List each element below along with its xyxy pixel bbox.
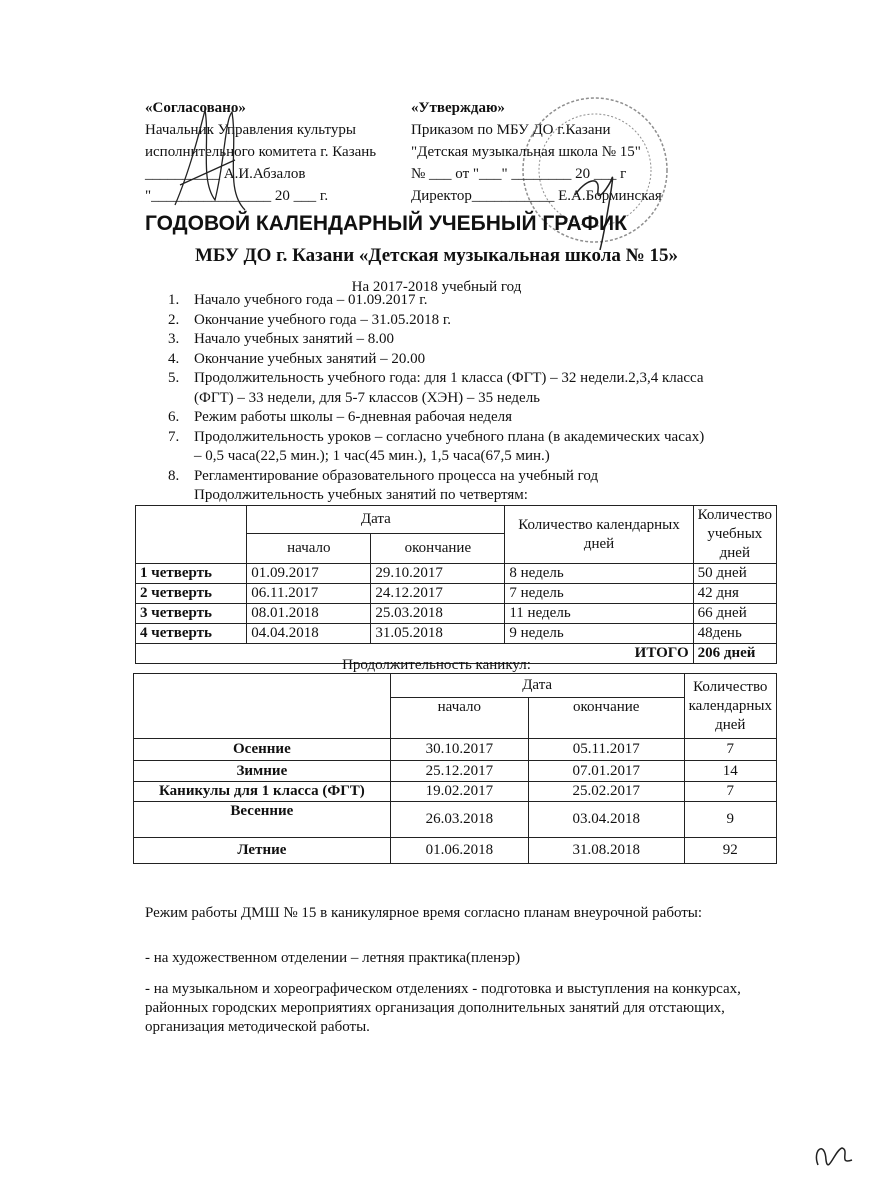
study-days: 50 дней <box>693 564 776 584</box>
start-header: начало <box>390 698 528 739</box>
table-row <box>136 624 777 644</box>
item-number: 3. <box>168 331 180 347</box>
item-number: 1. <box>168 292 180 308</box>
footer-paragraph: Режим работы ДМШ № 15 в каникулярное время согласно планам внеурочной работы: <box>145 905 703 921</box>
start-date: 01.09.2017 <box>247 564 371 584</box>
end-date: 07.01.2017 <box>528 761 684 782</box>
end-date: 24.12.2017 <box>371 584 505 604</box>
item-text: Режим работы школы – 6-дневная рабочая неделя <box>194 409 512 425</box>
item-text: (ФГТ) – 33 недели, для 5-7 классов (ХЭН) – 35 недель <box>194 389 541 406</box>
list-item <box>168 350 704 370</box>
end-date: 31.08.2018 <box>528 838 684 864</box>
total-label: ИТОГО <box>136 644 694 664</box>
start-date: 26.03.2018 <box>390 802 528 838</box>
page-title: ГОДОВОЙ КАЛЕНДАРНЫЙ УЧЕБНЫЙ ГРАФИК <box>145 212 627 235</box>
list-item <box>168 330 704 350</box>
item-number: 8. <box>168 467 180 484</box>
footer-paragraph: - на художественном отделении – летняя практика(пленэр) <box>145 950 521 966</box>
item-number: 6. <box>168 409 180 425</box>
item-text: Регламентирование образовательного процесса на учебный год <box>194 467 599 484</box>
end-header: окончание <box>528 698 684 739</box>
item-text: Начало учебных занятий – 8.00 <box>194 331 395 347</box>
end-date: 25.02.2017 <box>528 782 684 802</box>
days: 7 <box>684 782 776 802</box>
calendar-days-header: Количество календарных дней <box>684 674 776 739</box>
page-subtitle: МБУ ДО г. Казани «Детская музыкальная школа № 15» <box>195 245 678 266</box>
item-number: 5. <box>168 370 180 386</box>
quarter-name: 2 четверть <box>136 584 247 604</box>
start-date: 25.12.2017 <box>390 761 528 782</box>
date-header: Дата <box>247 506 505 534</box>
approval-right-line: Приказом по МБУ ДО г.Казани <box>411 122 611 138</box>
start-date: 06.11.2017 <box>247 584 371 604</box>
start-date: 08.01.2018 <box>247 604 371 624</box>
approval-right-line: Директор___________ Е.А.Борминская <box>411 188 662 204</box>
start-header: начало <box>247 534 371 564</box>
days: 7 <box>684 739 776 761</box>
approval-left-heading: «Согласовано» <box>145 100 246 116</box>
item-text: Окончание учебных занятий – 20.00 <box>194 350 426 367</box>
study-days: 42 дня <box>693 584 776 604</box>
days: 9 <box>684 802 776 838</box>
end-date: 29.10.2017 <box>371 564 505 584</box>
list-item <box>168 369 704 408</box>
days: 92 <box>684 838 776 864</box>
item-text: Продолжительность учебного года: для 1 класса (ФГТ) – 32 недели.2,3,4 класса <box>194 370 704 386</box>
table-row <box>136 604 777 624</box>
item-text: – 0,5 часа(22,5 мин.); 1 час(45 мин.), 1,5 часа(67,5 мин.) <box>194 448 550 464</box>
item-text: Начало учебного года – 01.09.2017 г. <box>194 292 428 308</box>
table-row <box>134 838 777 864</box>
quarter-name: 3 четверть <box>136 604 247 624</box>
quarter-name: 4 четверть <box>136 624 247 644</box>
end-date: 31.05.2018 <box>371 624 505 644</box>
footer-paragraph: - на музыкальном и хореографическом отделениях - подготовка и выступления на конкурсах, районных городских мероприятиях организация дополнительных занятий для отстающих, организация методической работы. <box>145 981 741 1035</box>
holiday-name: Осенние <box>134 739 391 761</box>
quarter-name: 1 четверть <box>136 564 247 584</box>
calendar-days: 7 недель <box>505 584 693 604</box>
holiday-name: Зимние <box>134 761 391 782</box>
page-number-handwritten <box>816 1148 852 1165</box>
left-signature <box>175 110 245 210</box>
approval-right-heading: «Утверждаю» <box>411 100 505 116</box>
table-row <box>134 761 777 782</box>
study-days-header: Количество учебных дней <box>693 506 776 564</box>
start-date: 19.02.2017 <box>390 782 528 802</box>
year-line: На 2017-2018 учебный год <box>351 279 522 295</box>
item-text: Окончание учебного года – 31.05.2018 г. <box>194 311 452 328</box>
item-number: 4. <box>168 350 180 367</box>
table-row <box>136 584 777 604</box>
list-item <box>168 467 704 506</box>
total-value: 206 дней <box>693 644 776 664</box>
table-row <box>134 802 777 838</box>
table-row <box>134 739 777 761</box>
empty-header-cell <box>136 506 247 564</box>
calendar-days-header: Количество календарных дней <box>505 506 693 564</box>
date-header: Дата <box>390 674 684 698</box>
holiday-name: Каникулы для 1 класса (ФГТ) <box>134 782 391 802</box>
start-date: 04.04.2018 <box>247 624 371 644</box>
holiday-name: Летние <box>134 838 391 864</box>
list-item <box>168 311 704 331</box>
list-item <box>168 428 704 467</box>
study-days: 48день <box>693 624 776 644</box>
end-date: 03.04.2018 <box>528 802 684 838</box>
end-header: окончание <box>371 534 505 564</box>
holidays-table <box>133 673 777 864</box>
item-text: Продолжительность учебных занятий по четвертям: <box>194 487 528 503</box>
approval-right-line: № ___ от "___" ________ 20 ___ г <box>411 166 627 182</box>
end-date: 25.03.2018 <box>371 604 505 624</box>
list-item <box>168 408 704 428</box>
list-item <box>168 291 704 311</box>
start-date: 30.10.2017 <box>390 739 528 761</box>
approval-left-line: __________ А.И.Абзалов <box>145 166 306 182</box>
calendar-days: 11 недель <box>505 604 693 624</box>
approval-right-line: "Детская музыкальная школа № 15" <box>411 144 641 160</box>
approval-left-line: Начальник Управления культуры <box>145 122 356 138</box>
approval-left-line: "________________ 20 ___ г. <box>145 188 329 204</box>
approval-left-line: исполнительного комитета г. Казань <box>145 144 377 160</box>
holidays-caption: Продолжительность каникул: <box>342 657 531 673</box>
table-row <box>134 782 777 802</box>
schedule-items <box>168 291 704 506</box>
item-text: Продолжительность уроков – согласно учебного плана (в академических часах) <box>194 428 705 445</box>
study-days: 66 дней <box>693 604 776 624</box>
item-number: 2. <box>168 311 180 328</box>
quarters-table <box>135 505 777 664</box>
empty-header-cell <box>134 674 391 739</box>
calendar-days: 9 недель <box>505 624 693 644</box>
table-row <box>136 564 777 584</box>
start-date: 01.06.2018 <box>390 838 528 864</box>
calendar-days: 8 недель <box>505 564 693 584</box>
days: 14 <box>684 761 776 782</box>
item-number: 7. <box>168 428 180 445</box>
holiday-name: Весенние <box>134 802 391 838</box>
end-date: 05.11.2017 <box>528 739 684 761</box>
